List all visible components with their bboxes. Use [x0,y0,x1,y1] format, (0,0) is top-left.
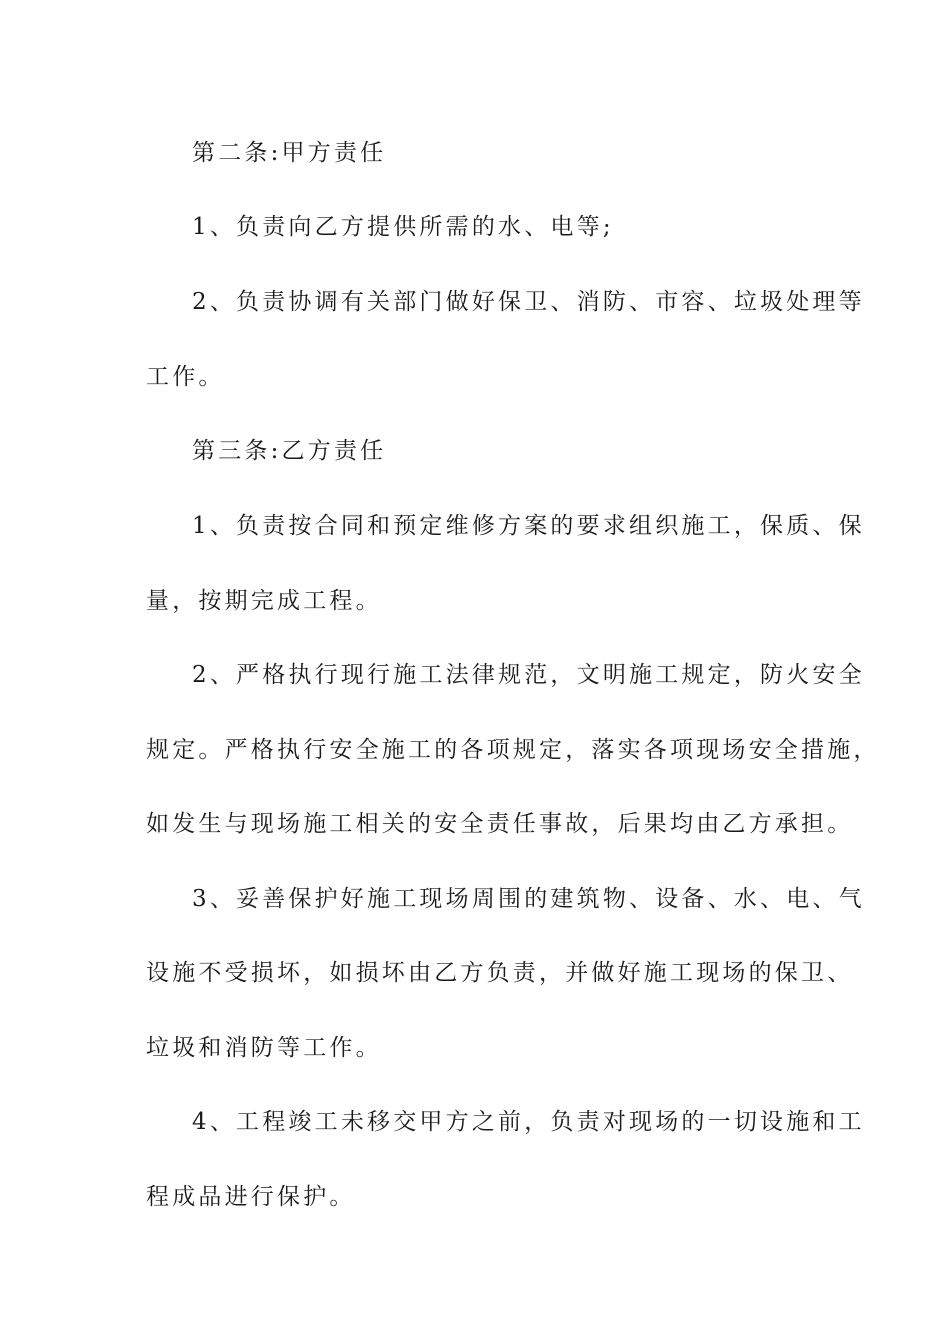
paragraph-line: 1、负责按合同和预定维修方案的要求组织施工，保质、保 [192,513,865,539]
paragraph-line: 3、妥善保护好施工现场周围的建筑物、设备、水、电、气 [192,886,865,912]
paragraph-line: 设施不受损坏，如损坏由乙方负责，并做好施工现场的保卫、 [146,960,854,986]
paragraph-line: 4、工程竣工未移交甲方之前，负责对现场的一切设施和工 [192,1109,865,1135]
paragraph-line: 垃圾和消防等工作。 [146,1035,382,1061]
section-heading-party-a: 第二条:甲方责任 [192,140,387,166]
paragraph-line: 1、负责向乙方提供所需的水、电等; [192,214,614,240]
paragraph-line: 规定。严格执行安全施工的各项规定，落实各项现场安全措施， [146,737,880,763]
paragraph-line: 量，按期完成工程。 [146,588,382,614]
section-heading-party-b: 第三条:乙方责任 [192,438,387,464]
paragraph-line: 程成品进行保护。 [146,1184,356,1210]
paragraph-line: 如发生与现场施工相关的安全责任事故，后果均由乙方承担。 [146,811,854,837]
paragraph-line: 2、负责协调有关部门做好保卫、消防、市容、垃圾处理等 [192,289,865,315]
paragraph-line: 2、严格执行现行施工法律规范，文明施工规定，防火安全 [192,662,865,688]
paragraph-line: 工作。 [146,364,225,390]
